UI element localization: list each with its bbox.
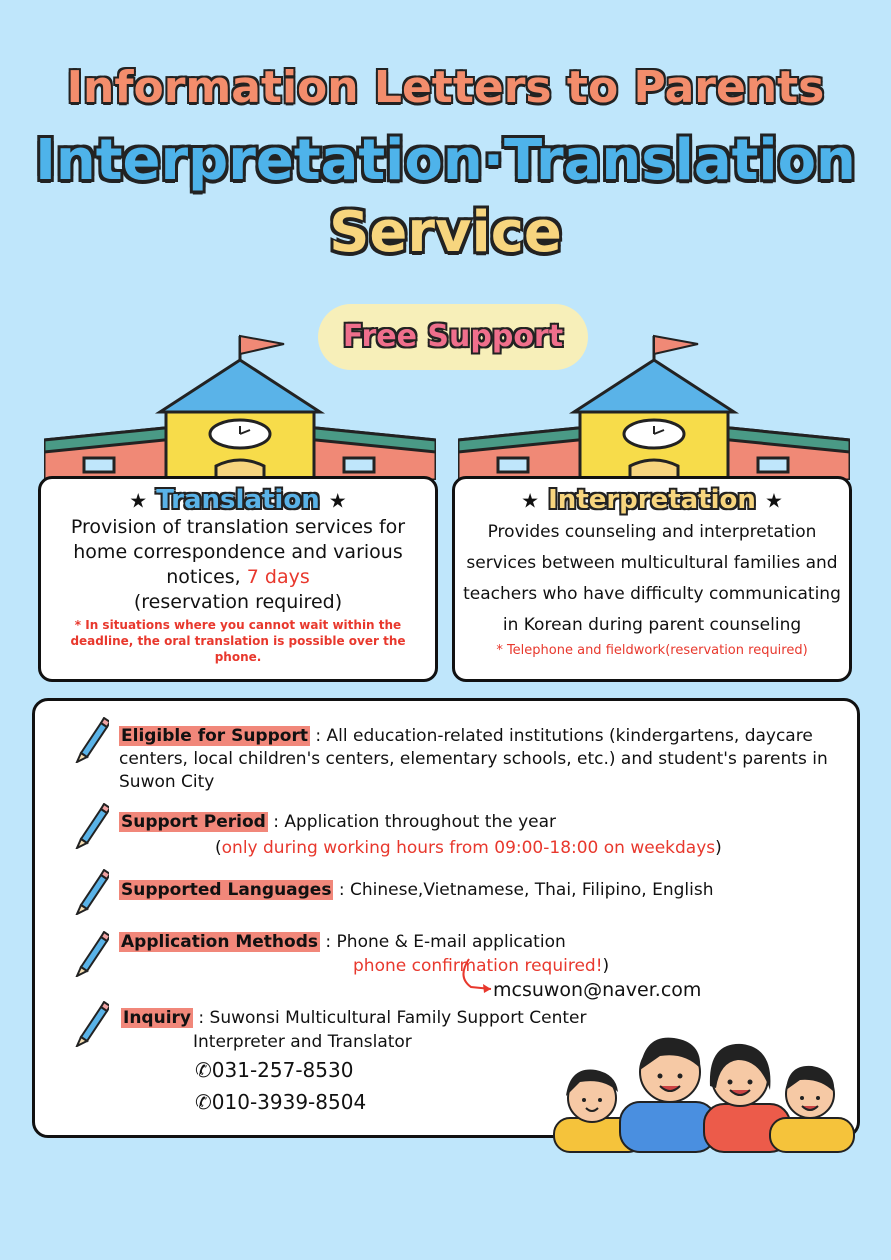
family-illustration [540,1026,858,1154]
email-address[interactable]: mcsuwon@naver.com [493,979,702,1001]
translation-card [38,476,438,682]
star-icon: ★ [521,488,540,513]
methods-text: : Phone & E-mail application [325,932,566,952]
interpretation-note: * Telephone and fieldwork(reservation required) [496,643,808,658]
inquiry-sub: Interpreter and Translator [193,1032,412,1052]
inquiry-text: : Suwonsi Multicultural Family Support Center [198,1008,587,1028]
translation-reservation: (reservation required) [133,591,343,613]
eligible-label: Eligible for Support [121,726,308,746]
period-hours: (only during working hours from 09:00-18:00 on weekdays) [215,838,722,858]
methods-label: Application Methods [121,932,318,952]
eligible-text: : All education-related institutions (kindergartens, daycare centers, local children's centers, elementary schools, etc.) and student's parents in Suwon City [119,726,828,792]
methods-row [119,931,849,954]
languages-text: : Chinese,Vietnamese, Thai, Filipino, English [338,880,714,900]
translation-title: Translation [156,485,320,515]
period-row [119,811,849,834]
star-icon: ★ [764,488,783,513]
title-line-3: Service [329,200,562,265]
methods-note: phone confirmation required! [353,956,603,976]
star-icon: ★ [129,488,148,513]
pencil-icon [71,717,109,763]
phone-row-1 [195,1059,495,1082]
languages-label: Supported Languages [121,880,332,900]
period-label: Support Period [121,812,266,832]
title-line-2: Interpretation·Translation [35,128,856,193]
methods-note-row: phone confirmation required!) [353,956,610,976]
school-icon [44,330,436,480]
arrow-icon [457,957,497,997]
phone-row-2 [195,1091,495,1114]
phone-icon: ✆ [195,1058,212,1082]
phone-number-1[interactable]: 031-257-8530 [211,1058,354,1082]
interpretation-card [452,476,852,682]
pencil-icon [71,869,109,915]
eligible-row [119,725,849,794]
pencil-icon [71,931,109,977]
period-note: only during working hours from 09:00-18:00 on weekdays [221,838,716,858]
translation-text: Provision of translation services for home correspondence and various notices, [70,516,406,588]
pencil-icon [71,803,109,849]
free-support-badge: Free Support [318,304,588,370]
inquiry-label: Inquiry [123,1008,191,1028]
interpretation-text: Provides counseling and interpretation services between multicultural families and teachers who have difficulty communicating in Korean during parent counseling [463,522,841,635]
interpretation-title: Interpretation [548,485,756,515]
phone-number-2[interactable]: 010-3939-8504 [211,1090,367,1114]
star-icon: ★ [328,488,347,513]
pencil-icon [71,1001,109,1047]
phone-icon: ✆ [195,1090,212,1114]
translation-days: 7 days [246,566,310,588]
school-icon [458,330,850,480]
title-line-1: Information Letters to Parents [66,62,825,113]
translation-note: * In situations where you cannot wait within the deadline, the oral translation is possible over the phone. [70,618,406,664]
period-text: : Application throughout the year [273,812,557,832]
languages-row [119,879,849,902]
